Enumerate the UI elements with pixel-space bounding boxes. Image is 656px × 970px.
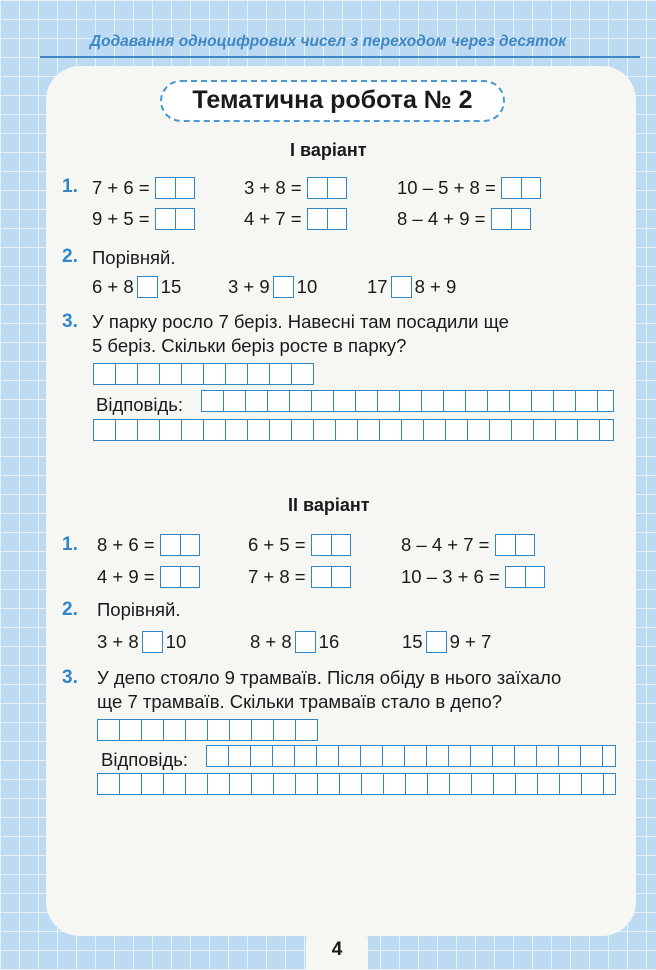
answer-box[interactable]: [495, 534, 535, 556]
v2-task-1-number: 1.: [62, 534, 78, 555]
section-header: Додавання одноцифрових чисел з переходом через десяток: [89, 33, 567, 50]
v1-compare-2: 3 + 9 10: [228, 276, 318, 297]
compare-box[interactable]: [137, 276, 158, 298]
v2-task-2-number: 2.: [62, 599, 78, 620]
v2-solution-cells[interactable]: [97, 719, 318, 741]
v2-task-3-number: 3.: [62, 667, 78, 688]
answer-box[interactable]: [311, 534, 351, 556]
v1-answer-cells[interactable]: [201, 390, 614, 412]
v1-compare-1: 6 + 8 15: [92, 276, 182, 297]
compare-box[interactable]: [426, 631, 447, 653]
v2-compare-3: 15 9 + 7: [402, 631, 492, 652]
v1-task-2-number: 2.: [62, 246, 78, 267]
v2-compare-1: 3 + 8 10: [97, 631, 187, 652]
answer-box[interactable]: [491, 208, 531, 230]
v1-expr-4: 9 + 5 =: [92, 208, 195, 230]
compare-box[interactable]: [273, 276, 294, 298]
v1-expr-6: 8 – 4 + 9 =: [397, 208, 531, 230]
variant-1-title: І варіант: [290, 140, 367, 160]
answer-box[interactable]: [160, 566, 200, 588]
v2-answer-cells-2[interactable]: [97, 773, 616, 795]
v1-expr-2: 3 + 8 =: [244, 177, 347, 199]
v2-compare-label: Порівняй.: [97, 599, 181, 620]
v2-task-text-1: У депо стояло 9 трамваїв. Після обіду в нього заїхало: [97, 667, 562, 688]
v2-expr-5: 7 + 8 =: [248, 566, 351, 588]
v1-expr-3: 10 – 5 + 8 =: [397, 177, 541, 199]
compare-box[interactable]: [295, 631, 316, 653]
compare-box[interactable]: [391, 276, 412, 298]
v1-compare-3: 17 8 + 9: [367, 276, 457, 297]
v1-compare-label: Порівняй.: [92, 247, 176, 268]
answer-box[interactable]: [311, 566, 351, 588]
v1-task-text-1: У парку росло 7 беріз. Навесні там посадили ще: [92, 311, 509, 332]
answer-box[interactable]: [307, 208, 347, 230]
answer-box[interactable]: [307, 177, 347, 199]
v1-answer-label: Відповідь:: [96, 394, 184, 415]
work-title: Тематична робота № 2: [160, 80, 505, 122]
variant-2-title: ІІ варіант: [288, 495, 370, 515]
answer-box[interactable]: [155, 208, 195, 230]
v2-compare-2: 8 + 8 16: [250, 631, 340, 652]
v2-expr-6: 10 – 3 + 6 =: [401, 566, 545, 588]
v1-expr-5: 4 + 7 =: [244, 208, 347, 230]
v1-answer-cells-2[interactable]: [93, 419, 614, 441]
v1-task-text-2: 5 беріз. Скільки беріз росте в парку?: [92, 335, 407, 356]
v1-solution-cells[interactable]: [93, 363, 314, 385]
answer-box[interactable]: [505, 566, 545, 588]
v2-expr-2: 6 + 5 =: [248, 534, 351, 556]
v2-expr-4: 4 + 9 =: [97, 566, 200, 588]
v1-task-3-number: 3.: [62, 311, 78, 332]
v2-task-text-2: ще 7 трамваїв. Скільки трамваїв стало в депо?: [97, 691, 503, 712]
v1-task-1-number: 1.: [62, 176, 78, 197]
v2-answer-label: Відповідь:: [101, 749, 189, 770]
v1-expr-1: 7 + 6 =: [92, 177, 195, 199]
compare-box[interactable]: [142, 631, 163, 653]
v2-expr-3: 8 – 4 + 7 =: [401, 534, 535, 556]
answer-box[interactable]: [155, 177, 195, 199]
page-number: 4: [306, 930, 368, 970]
v2-answer-cells[interactable]: [206, 745, 616, 767]
answer-box[interactable]: [501, 177, 541, 199]
v2-expr-1: 8 + 6 =: [97, 534, 200, 556]
header-rule: [40, 56, 640, 58]
answer-box[interactable]: [160, 534, 200, 556]
